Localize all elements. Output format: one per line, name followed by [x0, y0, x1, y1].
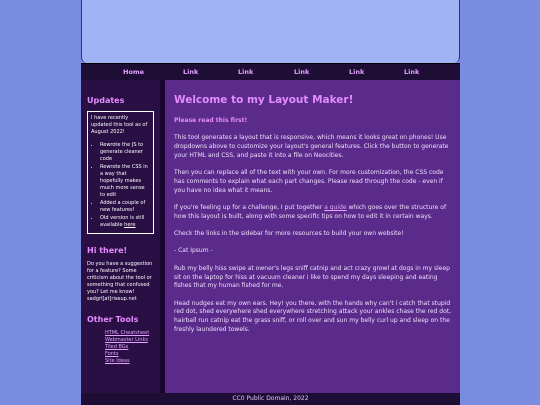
updates-list — [91, 142, 150, 229]
customization-paragraph: Then you can replace all of the text with your own. For more customization, the CSS code has comments to explain what each part changes. Please read through the code - even if you have no idea what it means. — [174, 169, 444, 194]
tools-list-item — [105, 330, 154, 337]
tool-link-site-ideas[interactable]: Site Ideas — [105, 358, 130, 364]
header-banner — [81, 0, 460, 63]
sidebar-updates-title: Updates — [87, 96, 125, 105]
guide-link[interactable]: a guide — [324, 204, 347, 212]
updates-intro: I have recently updated this tool as of August 2022! — [91, 115, 148, 135]
updates-item: • Added a couple of new features! — [100, 200, 150, 214]
read-first-note — [174, 117, 451, 126]
updates-item-old-version — [100, 215, 150, 229]
sidebar-hi-text: Do you have a suggestion for a feature? Some criticism about the tool or something that confused you? Let me know! sadgrl[at]riseup.net — [87, 261, 153, 302]
footer — [81, 393, 460, 405]
footer-text: CC0 Public Domain, 2022 — [232, 395, 309, 402]
tool-link-fonts[interactable]: Fonts — [105, 351, 119, 357]
tools-list — [87, 330, 154, 365]
sidebar-tools-title: Other Tools — [87, 315, 139, 324]
tools-list-item — [105, 337, 154, 344]
page-title: Welcome to my Layout Maker! — [174, 94, 354, 106]
updates-item: • Rewrote the JS to generate cleaner code — [100, 142, 150, 163]
tools-list-item — [105, 351, 154, 358]
cat-ipsum-paragraph-2: Head nudges eat my own ears. Hey! you there, with the hands why can't i catch that stupid red dot, shed everywhere shed everywhere stretching attack your ankles chase the red dot, hairball run catnip eat the grass sniff, or roll over and sun my belly curl up and sleep on the freshly laundered towels. — [174, 299, 451, 334]
nav-link-5[interactable]: Link — [404, 68, 420, 76]
nav-link-2[interactable]: Link — [238, 68, 254, 76]
intro-paragraph: This tool generates a layout that is responsive, which means it looks great on phones! Use dropdowns above to customize your layout's general features. Click the button to generate your HTML and CSS, and paste it into a file on Neocities. — [174, 134, 449, 159]
updates-box — [87, 111, 154, 234]
guide-text-before: If you're feeling up for a challenge, I put together — [174, 204, 325, 212]
sidebar-hi-title: Hi there! — [87, 246, 128, 255]
tool-link-webmaster-links[interactable]: Webmaster Links — [105, 337, 148, 343]
read-first-text: Please read this first! — [174, 117, 248, 124]
nav-link-1[interactable]: Link — [183, 68, 199, 76]
tool-link-tiled-bgs[interactable]: Tiled BGs — [105, 344, 129, 350]
tools-list-item — [105, 344, 154, 351]
page-layout — [81, 80, 460, 393]
sidebar — [81, 80, 162, 393]
tools-list-item — [105, 358, 154, 365]
guide-paragraph — [174, 204, 451, 222]
sidebar-hint-paragraph: Check the links in the sidebar for more resources to build your own website! — [174, 230, 404, 238]
top-navigation — [81, 63, 460, 80]
cat-ipsum-heading: - Cat Ipsum - — [174, 247, 213, 255]
main-content — [162, 80, 460, 393]
nav-link-4[interactable]: Link — [349, 68, 365, 76]
tool-link-html-cheatsheet[interactable]: HTML Cheatsheet — [105, 330, 150, 336]
guide-text-after: which goes over the structure of how this layout is built, along with some specific tips on how to edit it in certain ways. — [174, 204, 447, 220]
updates-item: • Rewrote the CSS in a way that hopefully makes much more sense to edit — [100, 164, 150, 199]
nav-home-link[interactable]: Home — [123, 68, 145, 76]
old-version-link[interactable]: here — [124, 222, 136, 228]
cat-ipsum-paragraph-1: Rub my belly hiss swipe at owner's legs sniff catnip and act crazy growl at dogs in my sleep sit on the laptop for hiss at vacuum cleaner i like to spend my days sleeping and eating fishes that my human fished for me. — [174, 264, 450, 290]
nav-link-3[interactable]: Link — [294, 68, 310, 76]
old-version-text: Old version is still available — [100, 215, 145, 228]
